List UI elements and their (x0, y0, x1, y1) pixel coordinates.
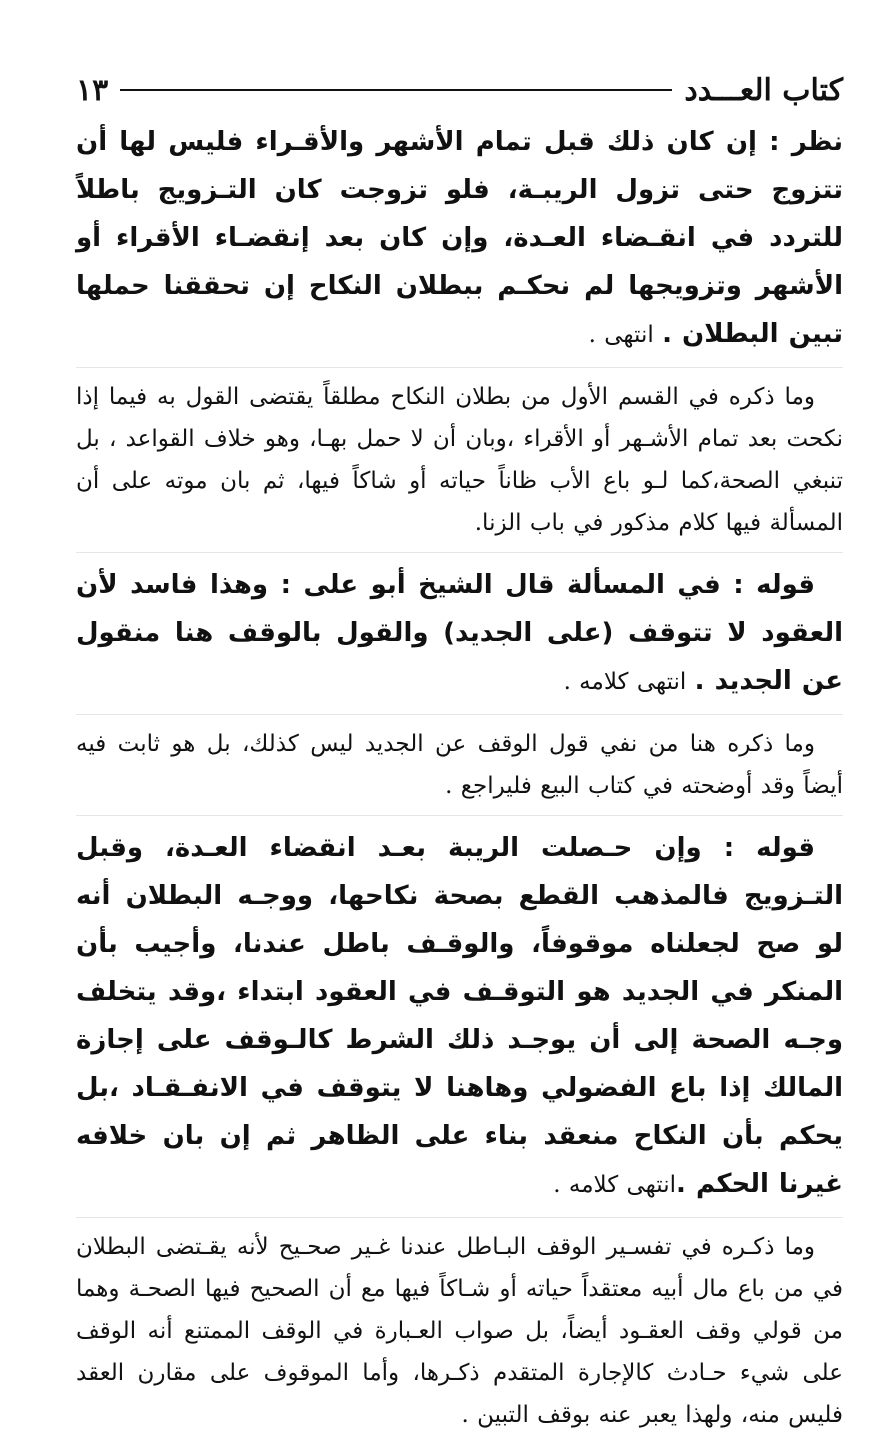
paragraph-1-tail: انتهى . (588, 322, 663, 348)
paragraph-5-tail: انتهى كلامه . (553, 1172, 677, 1198)
page-number: ١٣ (76, 72, 109, 108)
paragraph-2: وما ذكره في القسم الأول من بطلان النكاح مطلقاً يقتضى القول به فيما إذا نكحت بعد تمام الأشـهر أو الأقراء ،وبان أن لا حمل بهـا، وهو خلاف القواعد ، بل تنبغي الصحة،كما لـو باع الأب ظاناً حياته أو شاكاً فيها، ثم بان موته على أن المسألة فيها كلام مذكور في باب الزنا. (76, 384, 843, 536)
divider (76, 552, 843, 553)
paragraph-5-text: قوله : وإن حـصلت الريبة بعـد انقضاء العـدة، وقبل التـزويج فالمذهب القطع بصحة نكاحها، ووجـه البطلان أنه لو صح لجعلناه موقوفاً، والوقـف باطل عندنا، وأجيب بأن المنكر في الجديد هو التوقـف في العقود ابتداء ،وقد يتخلف وجـه الصحة إلى أن يوجـد ذلك الشرط كالـوقف على إجازة المالك إذا باع الفضولي وهاهنا لا يتوقف في الانفـقـاد ،بل يحكم بأن النكاح منعقد بناء على الظاهر ثم إن بان خلافه غيرنا الحكم . (76, 833, 843, 1199)
paragraph-6: وما ذكـره في تفسـير الوقف البـاطل عندنا غـير صحـيح لأنه يقـتضى البطلان في من باع مال أبيه معتقداً حياته أو شـاكاً فيها مع أن الصحيح فيها الصحـة وهما من قولي وقف العقـود أيضاً، بل صواب العـبارة في الوقف الممتنع أنه الوقف على شيء حـادث كالإجارة المتقدم ذكـرها، وأما الموقوف على مقارن العقد فليس منه، ولهذا يعبر عنه بوقف التبين . (76, 1234, 843, 1428)
paragraph-4: وما ذكره هنا من نفي قول الوقف عن الجديد ليس كذلك، بل هو ثابت فيه أيضاً وقد أوضحته في كتاب البيع فليراجع . (76, 731, 843, 799)
divider (76, 714, 843, 715)
paragraph-3-tail: انتهى كلامه . (563, 669, 695, 695)
divider (76, 367, 843, 368)
header-rule (120, 89, 672, 91)
running-title: كتاب العـــدد (684, 72, 843, 108)
paragraph-3 (76, 561, 843, 706)
paragraph-3-text: قوله : في المسألة قال الشيخ أبو على : وهذا فاسد لأن العقود لا تتوقف (على الجديد) والقول بالوقف هنا منقول عن الجديد . (76, 570, 843, 696)
divider (76, 1217, 843, 1218)
paragraph-1 (76, 118, 843, 359)
page-header (76, 70, 843, 110)
divider (76, 815, 843, 816)
paragraph-1-text: نظر : إن كان ذلك قبل تمام الأشهر والأقـراء فليس لها أن تتزوج حتى تزول الريبـة، فلو تزوجت كان التـزويج باطلاً للتردد في انقـضاء العـدة، وإن كان بعد إنقضـاء الأقراء أو الأشهر وتزويجها لم نحكـم ببطلان النكاح إن تحققنا حملها تبين البطلان . (76, 127, 843, 349)
paragraph-5 (76, 824, 843, 1209)
